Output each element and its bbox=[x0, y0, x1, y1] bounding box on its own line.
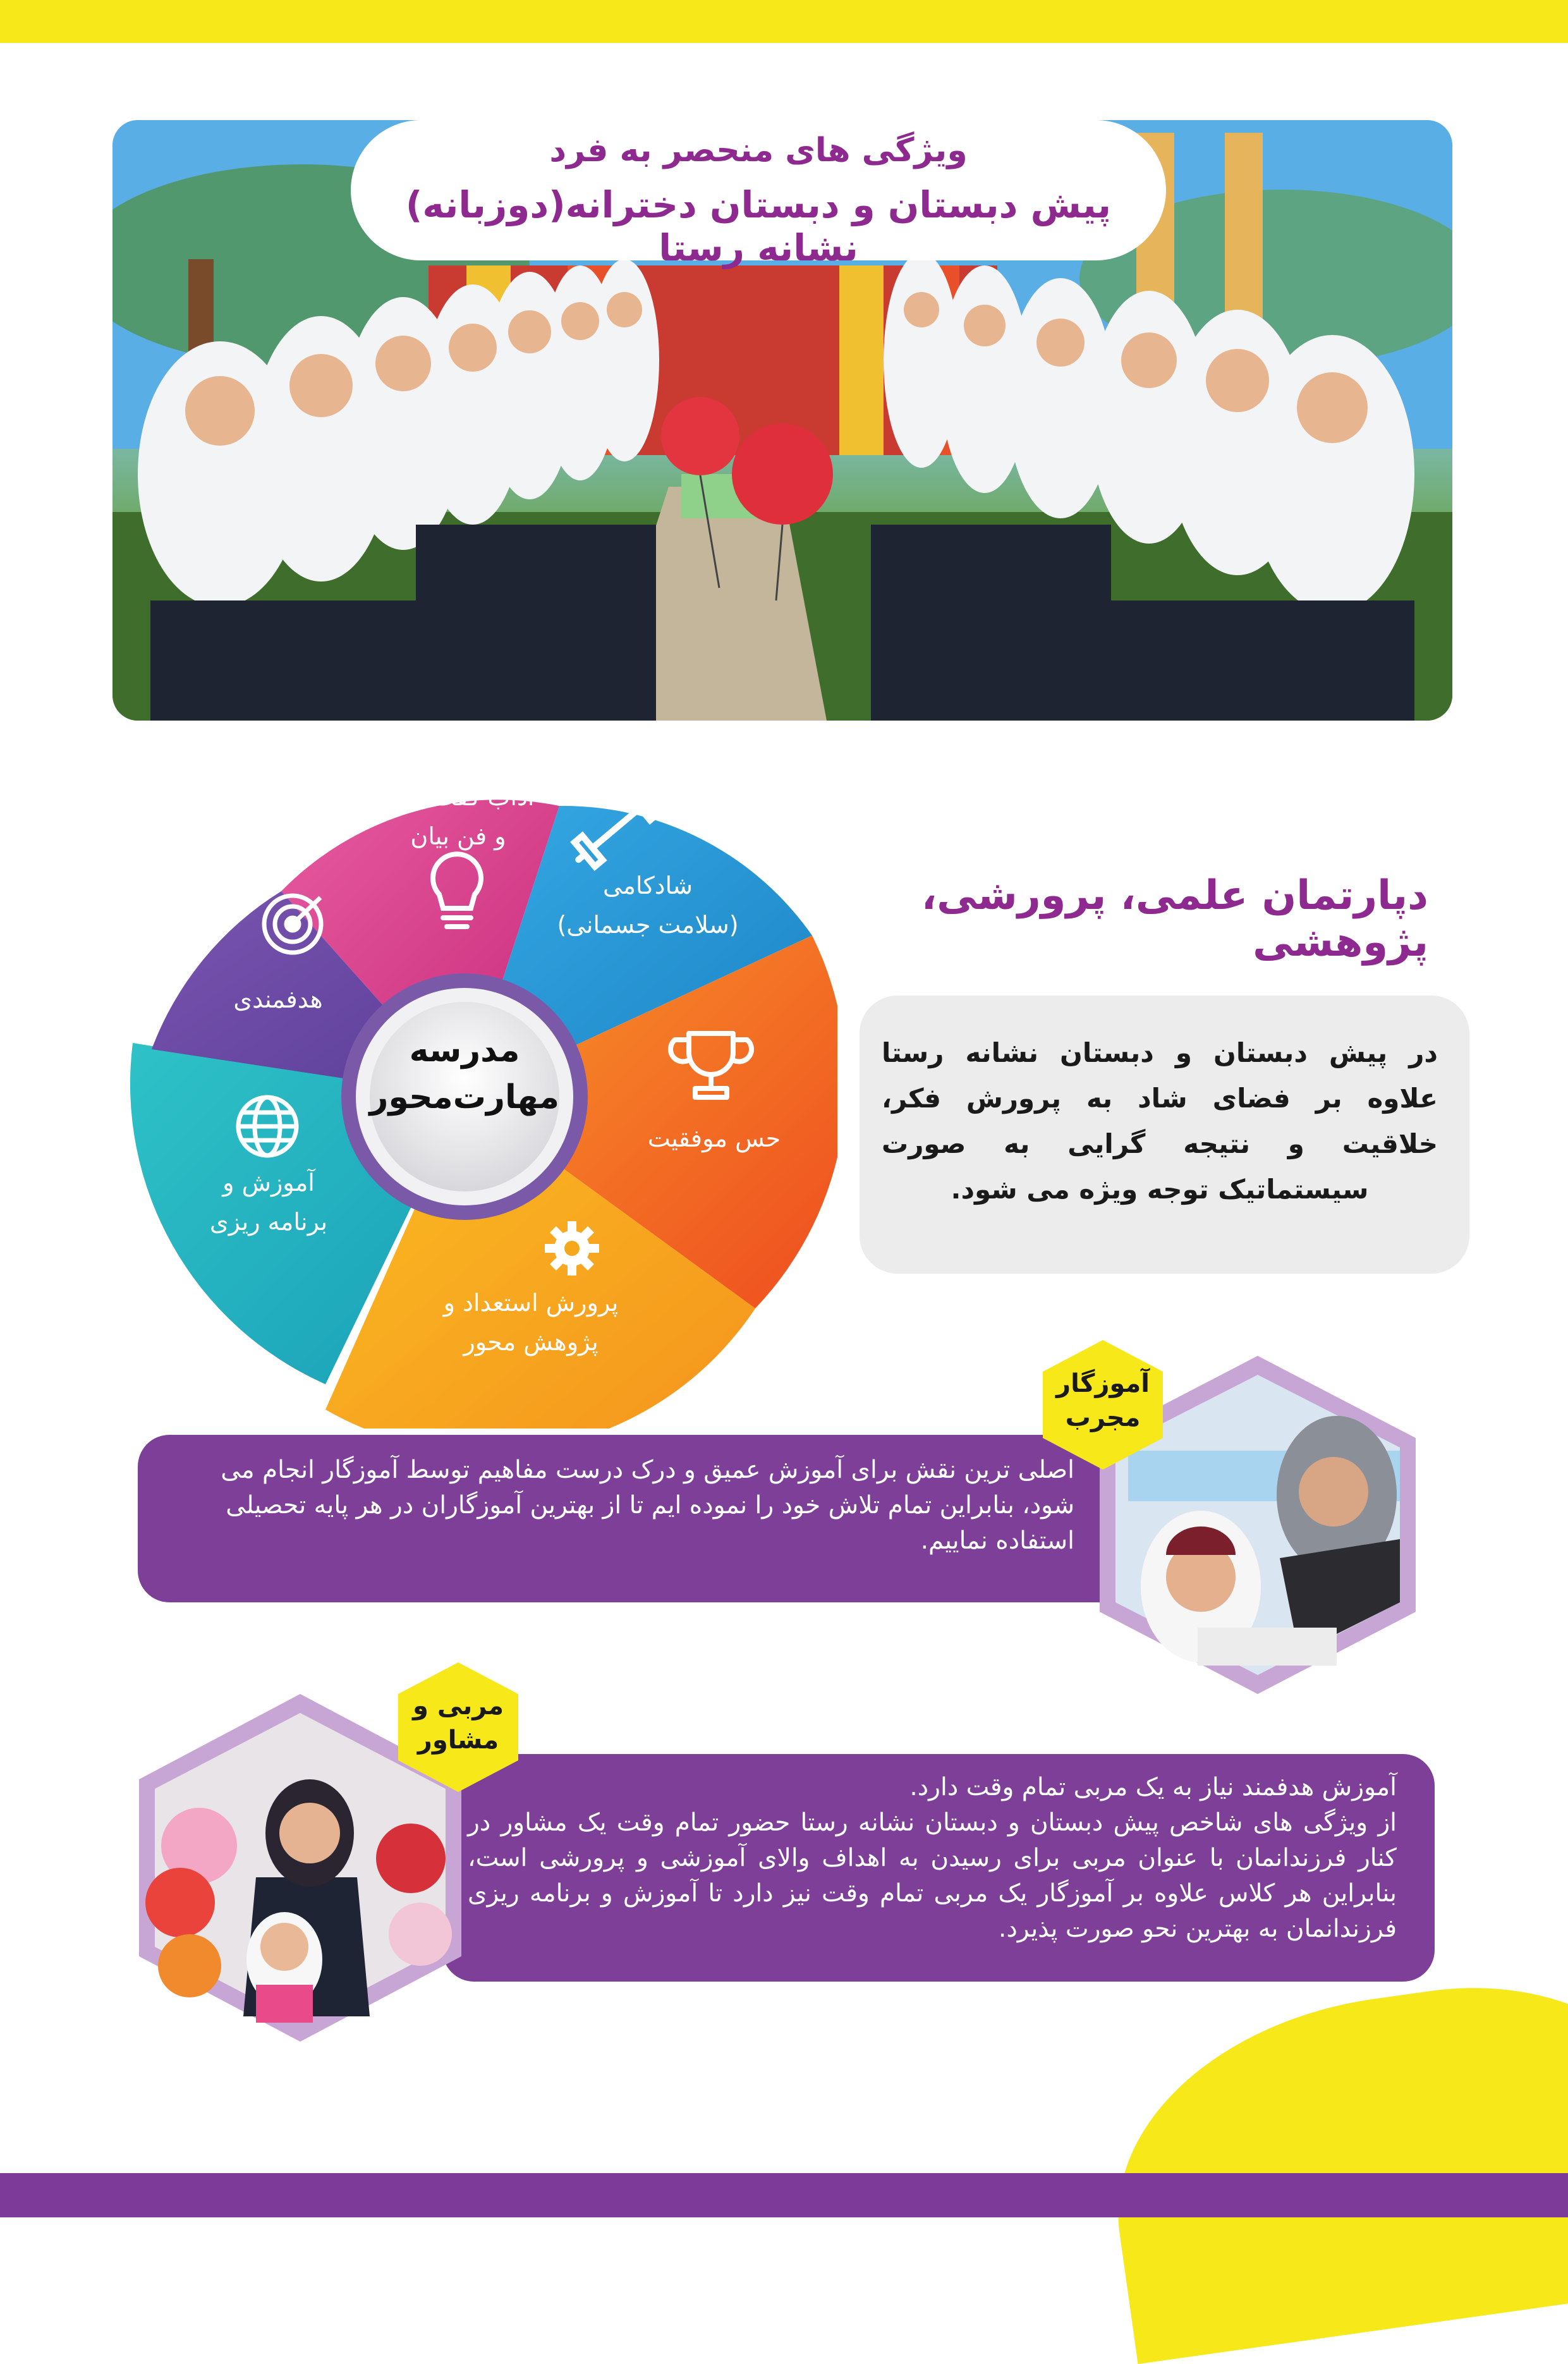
title-pill bbox=[351, 120, 1166, 269]
title-line-1: ویژگی های منحصر به فرد bbox=[549, 131, 968, 169]
bottom-accent-bar bbox=[0, 2173, 1568, 2217]
counselor-text-body: از ویژگی های شاخص پیش دبستان و دبستان نشانه رستا حضور تمام وقت یک مشاور در کنار فرزندانمان با عنوان مربی برای رسیدن به اهداف والای آموزشی و پرورشی است، بنابراین هر کلاس علاوه بر آموزگار یک مربی تمام وقت نیز دارد تا آموزش و برنامه ریزی فرزندانمان به بهترین نحو صورت پذیرد. bbox=[468, 1808, 1397, 1943]
segment-speech-label: آداب گفت و گو و فن بیان bbox=[382, 783, 535, 850]
title-line-2: پیش دبستان و دبستان دخترانه(دوزبانه) نشانه رستا bbox=[405, 183, 1112, 269]
segment-happiness-label: شادکامی (سلامت جسمانی) bbox=[557, 872, 739, 939]
teacher-badge-label: آموزگار مجرب bbox=[1056, 1369, 1150, 1432]
corner-yellow-shape bbox=[1092, 1959, 1568, 2364]
department-heading: دپارتمان علمی، پرورشی، پژوهشی bbox=[921, 872, 1428, 966]
segment-success-label: حس موفقیت bbox=[647, 1124, 781, 1152]
segment-planning-label: آموزش و برنامه ریزی bbox=[209, 1169, 328, 1236]
counselor-text-line1: آموزش هدفمند نیاز به یک مربی تمام وقت دارد. bbox=[909, 1773, 1397, 1801]
top-accent-bar bbox=[0, 0, 1568, 43]
teacher-text: اصلی ترین نقش برای آموزش عمیق و درک درست مفاهیم توسط آموزگار انجام می شود، بنابراین تمام تلاش خود را نموده ایم تا از بهترین آموزگاران در هر پایه تحصیلی استفاده نماییم. bbox=[221, 1456, 1074, 1555]
wheel-center-title: مدرسه مهارت‌محور bbox=[369, 1032, 559, 1116]
segment-purpose-label: هدفمندی bbox=[233, 985, 323, 1013]
counselor-text bbox=[468, 1770, 1397, 1947]
counselor-badge-label: مربی و مشاور bbox=[413, 1691, 504, 1755]
skills-wheel bbox=[117, 740, 837, 1429]
department-description: در پیش دبستان و دبستان نشانه رستا علاوه بر فضای شاد به پرورش فکر، خلاقیت و نتیجه گرایی به صورت سیستماتیک توجه ویژه می شود. bbox=[882, 1037, 1438, 1205]
segment-talent-label: پرورش استعداد و پژوهش محور bbox=[443, 1289, 619, 1356]
target-icon bbox=[264, 896, 321, 953]
